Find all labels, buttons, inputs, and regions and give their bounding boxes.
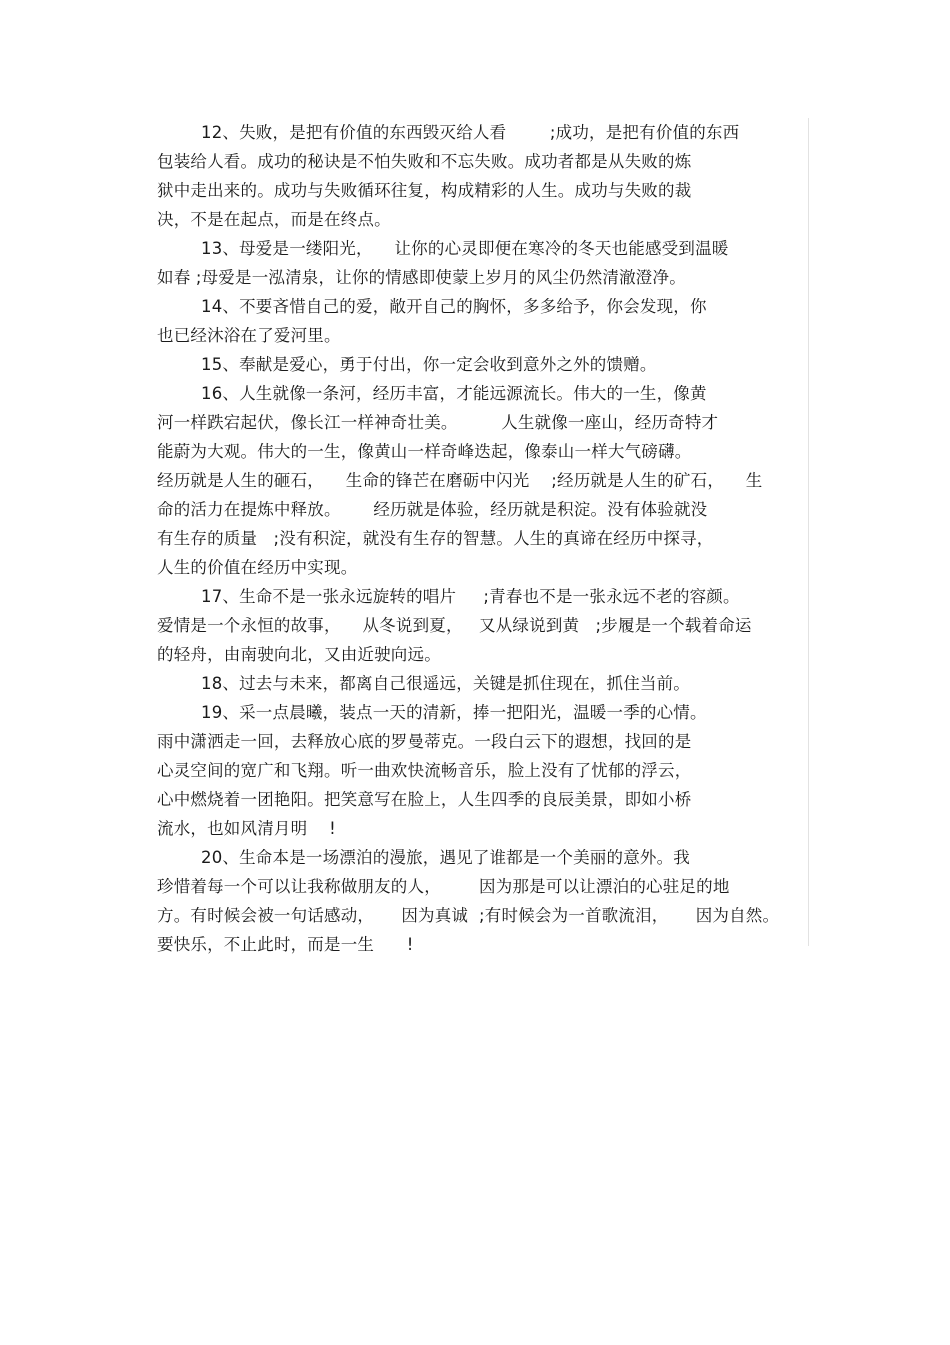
text-line: 包装给人看。成功的秘诀是不怕失败和不忘失败。成功者都是从失败的炼 — [157, 152, 692, 171]
text-line: 的轻舟，由南驶向北，又由近驶向远。 — [157, 645, 441, 664]
text-line: 人生的价值在经历中实现。 — [157, 558, 358, 577]
text-line: 决，不是在起点，而是在终点。 — [157, 210, 391, 229]
text-line: 19、采一点晨曦，装点一天的清新，捧一把阳光，温暖一季的心情。 — [201, 703, 707, 722]
text-line: 要快乐，不止此时，而是一生 ! — [157, 935, 414, 954]
text-line: 心灵空间的宽广和飞翔。听一曲欢快流畅音乐，脸上没有了忧郁的浮云， — [157, 761, 692, 780]
text-line: 也已经沐浴在了爱河里。 — [157, 326, 341, 345]
text-line: 爱情是一个永恒的故事， 从冬说到夏， 又从绿说到黄 ;步履是一个载着命运 — [157, 616, 752, 635]
text-line: 经历就是人生的砸石， 生命的锋芒在磨砺中闪光 ;经历就是人生的矿石， 生 — [157, 471, 763, 490]
text-line: 如春 ;母爱是一泓清泉，让你的情感即使蒙上岁月的风尘仍然清澈澄净。 — [157, 268, 686, 287]
text-line: 能蔚为大观。伟大的一生，像黄山一样奇峰迭起，像泰山一样大气磅礴。 — [157, 442, 692, 461]
text-line: 14、不要吝惜自己的爱，敞开自己的胸怀，多多给予，你会发现，你 — [201, 297, 707, 316]
text-line: 雨中潇洒走一回，去释放心底的罗曼蒂克。一段白云下的遐想，找回的是 — [157, 732, 692, 751]
page-margin-rule — [808, 118, 809, 946]
text-line: 13、母爱是一缕阳光， 让你的心灵即便在寒冷的冬天也能感受到温暖 — [201, 239, 729, 258]
text-line: 15、奉献是爱心，勇于付出，你一定会收到意外之外的馈赠。 — [201, 355, 657, 374]
text-line: 17、生命不是一张永远旋转的唱片 ;青春也不是一张永远不老的容颜。 — [201, 587, 740, 606]
text-line: 20、生命本是一场漂泊的漫旅，遇见了谁都是一个美丽的意外。我 — [201, 848, 690, 867]
text-line: 方。有时候会被一句话感动， 因为真诚 ;有时候会为一首歌流泪， 因为自然。 — [157, 906, 780, 925]
document-body — [157, 118, 807, 959]
text-line: 珍惜着每一个可以让我称做朋友的人， 因为那是可以让漂泊的心驻足的地 — [157, 877, 730, 896]
text-line: 流水，也如风清月明 ! — [157, 819, 336, 838]
text-line: 河一样跌宕起伏，像长江一样神奇壮美。 人生就像一座山，经历奇特才 — [157, 413, 719, 432]
text-line: 18、过去与未来，都离自己很遥远，关键是抓住现在，抓住当前。 — [201, 674, 690, 693]
text-line: 有生存的质量 ;没有积淀，就没有生存的智慧。人生的真谛在经历中探寻， — [157, 529, 714, 548]
text-line: 16、人生就像一条河，经历丰富，才能远源流长。伟大的一生，像黄 — [201, 384, 707, 403]
text-line: 命的活力在提炼中释放。 经历就是体验，经历就是积淀。没有体验就没 — [157, 500, 708, 519]
text-line: 狱中走出来的。成功与失败循环往复，构成精彩的人生。成功与失败的裁 — [157, 181, 692, 200]
text-line: 12、失败，是把有价值的东西毁灭给人看 ;成功，是把有价值的东西 — [201, 123, 740, 142]
text-line: 心中燃烧着一团艳阳。把笑意写在脸上，人生四季的良辰美景，即如小桥 — [157, 790, 692, 809]
